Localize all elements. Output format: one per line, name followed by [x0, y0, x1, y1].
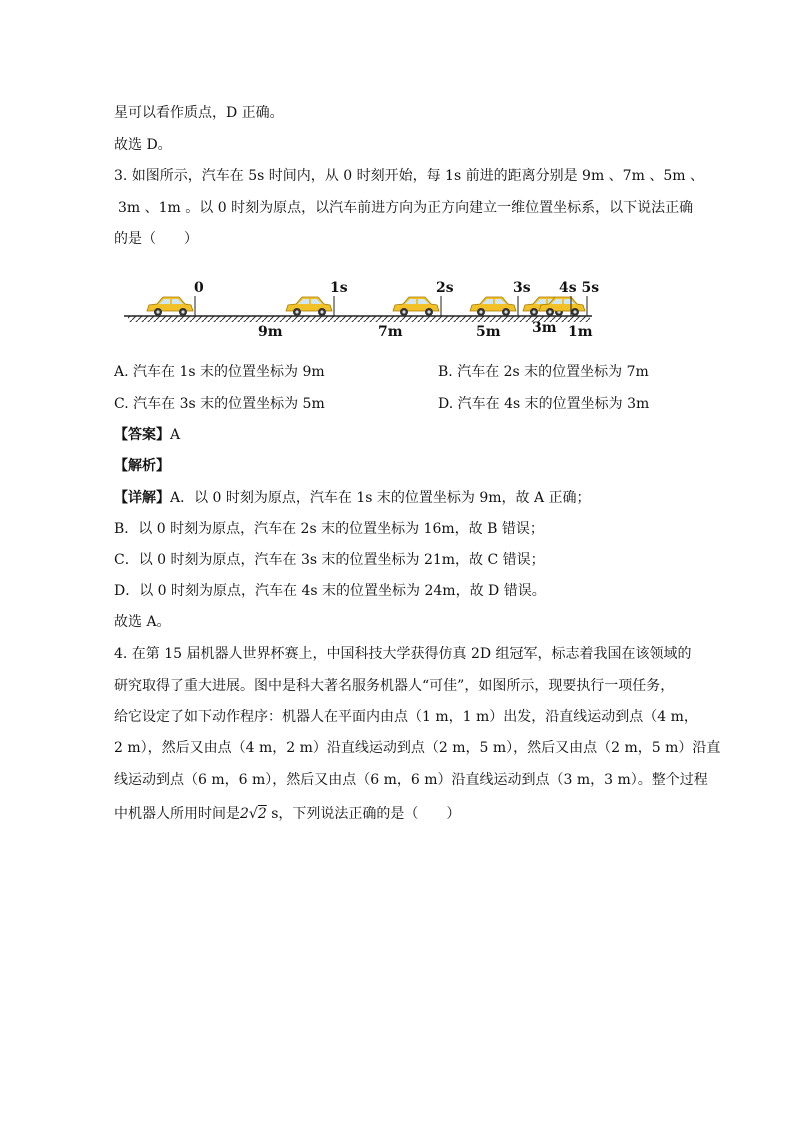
sqrt-icon: √ — [248, 806, 258, 822]
option-b: B. 汽车在 2s 末的位置坐标为 7m — [438, 364, 649, 380]
question-4-line: 2 m），然后又由点（4 m，2 m）沿直线运动到点（2 m，5 m），然后又由点（2 m，5 m）沿直 — [114, 740, 721, 756]
question-3-line: 的是（ ） — [114, 231, 198, 247]
question-4-line: 研究取得了重大进展。图中是科大著名服务机器人“可佳”，如图所示，现要执行一项任务， — [114, 678, 675, 694]
formula-radicand: 2 — [257, 806, 267, 822]
detail-tag: 【详解】 — [114, 490, 170, 506]
option-c: C. 汽车在 3s 末的位置坐标为 5m — [114, 396, 325, 412]
question-4-line: 4. 在第 15 届机器人世界杯赛上，中国科技大学获得仿真 2D 组冠军，标志着我国在该领域的 — [114, 646, 692, 662]
distance-label: 7m — [378, 324, 403, 340]
time-label: 4s 5s — [559, 280, 600, 296]
car-icon — [286, 297, 332, 316]
car-icon — [470, 297, 516, 316]
car-icon — [393, 297, 439, 316]
time-label: 3s — [513, 280, 531, 296]
analysis-tag: 【解析】 — [114, 458, 170, 474]
time-label: 0 — [194, 280, 204, 296]
text-segment: 中机器人所用时间是 — [114, 806, 240, 822]
question-4-line — [114, 805, 460, 823]
time-label: 2s — [436, 280, 454, 296]
detail-line: B．以 0 时刻为原点，汽车在 2s 末的位置坐标为 16m，故 B 错误； — [114, 521, 544, 537]
distance-label: 9m — [258, 324, 283, 340]
car-position-diagram — [120, 278, 600, 340]
text-segment: s，下列说法正确的是（ ） — [266, 806, 461, 822]
distance-label: 3m — [532, 320, 557, 336]
formula-coef: 2 — [240, 806, 249, 822]
answer-line — [114, 426, 180, 444]
text-line: 故选 D。 — [114, 137, 172, 153]
answer-value: A — [170, 427, 181, 443]
detail-line: C．以 0 时刻为原点，汽车在 3s 末的位置坐标为 21m，故 C 错误； — [114, 552, 545, 568]
detail-line — [114, 489, 591, 507]
text-line: 星可以看作质点，D 正确。 — [114, 105, 284, 121]
question-4-line: 线运动到点（6 m，6 m），然后又由点（6 m，6 m）沿直线运动到点（3 m，3 m）。整个过程 — [114, 772, 708, 788]
option-a: A. 汽车在 1s 末的位置坐标为 9m — [114, 364, 325, 380]
detail-text: A．以 0 时刻为原点，汽车在 1s 末的位置坐标为 9m，故 A 正确； — [170, 490, 591, 506]
distance-label: 1m — [568, 324, 593, 340]
conclusion-line: 故选 A。 — [114, 614, 171, 630]
time-label: 1s — [330, 280, 348, 296]
answer-tag: 【答案】 — [114, 427, 170, 443]
option-d: D. 汽车在 4s 末的位置坐标为 3m — [438, 396, 650, 412]
detail-line: D．以 0 时刻为原点，汽车在 4s 末的位置坐标为 24m，故 D 错误。 — [114, 583, 546, 599]
question-3-line: 3m 、1m 。以 0 时刻为原点，以汽车前进方向为正方向建立一维位置坐标系，以下说法正确 — [118, 200, 694, 216]
question-4-line: 给它设定了如下动作程序：机器人在平面内由点（1 m，1 m）出发，沿直线运动到点（4 m， — [114, 709, 698, 725]
formula-time — [240, 806, 267, 822]
question-3-line: 3. 如图所示，汽车在 5s 时间内，从 0 时刻开始，每 1s 前进的距离分别是 9m 、7m 、5m 、 — [114, 168, 704, 184]
car-icon — [147, 297, 193, 316]
distance-label: 5m — [476, 324, 501, 340]
